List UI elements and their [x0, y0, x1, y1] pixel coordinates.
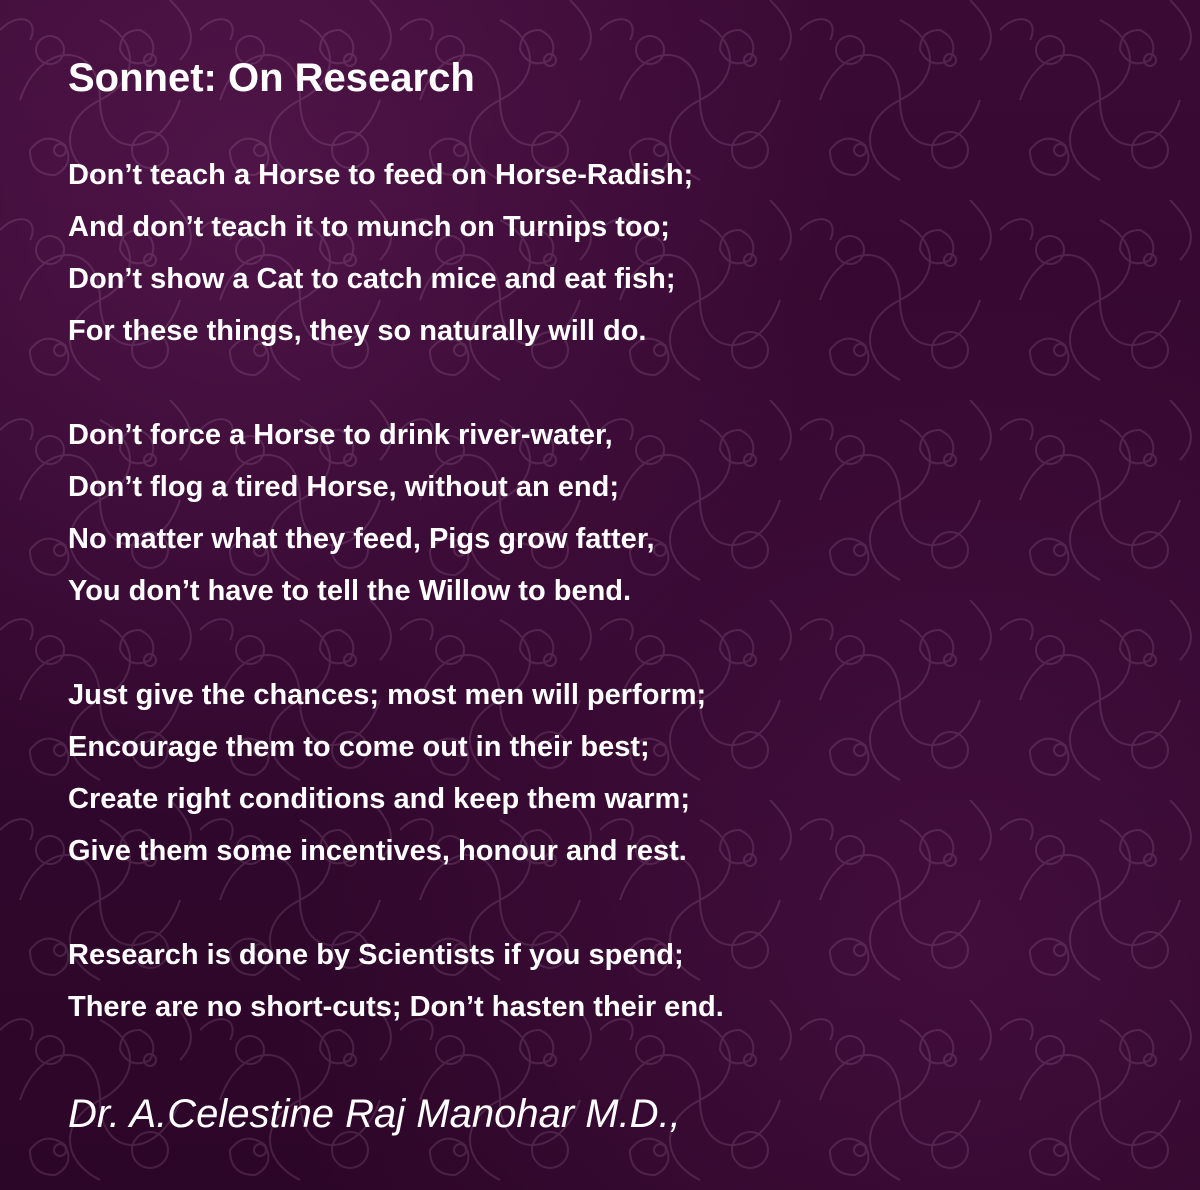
stanza [68, 669, 706, 877]
poem-line: Don’t flog a tired Horse, without an end; [68, 471, 619, 503]
poem-line: And don’t teach it to munch on Turnips too; [68, 211, 670, 243]
poem-line: Don’t force a Horse to drink river-water, [68, 419, 613, 451]
poem-title: Sonnet: On Research [68, 56, 475, 100]
poem-line: Give them some incentives, honour and rest. [68, 835, 687, 867]
poem-line: No matter what they feed, Pigs grow fatter, [68, 523, 655, 555]
stanza [68, 929, 724, 1033]
poem-line: Don’t show a Cat to catch mice and eat fish; [68, 263, 676, 295]
poem-line: You don’t have to tell the Willow to bend. [68, 575, 632, 607]
stanza [68, 149, 693, 357]
poem-line: Just give the chances; most men will perform; [68, 679, 707, 711]
poem-line: Create right conditions and keep them warm; [68, 783, 690, 815]
poem-line: For these things, they so naturally will do. [68, 315, 647, 347]
poem-line: Don’t teach a Horse to feed on Horse-Radish; [68, 159, 694, 191]
poem-line: There are no short-cuts; Don’t hasten their end. [68, 991, 724, 1023]
poem-author: Dr. A.Celestine Raj Manohar M.D., [68, 1092, 681, 1136]
poem-line: Research is done by Scientists if you spend; [68, 939, 684, 971]
stanza [68, 409, 655, 617]
poem-line: Encourage them to come out in their best; [68, 731, 650, 763]
